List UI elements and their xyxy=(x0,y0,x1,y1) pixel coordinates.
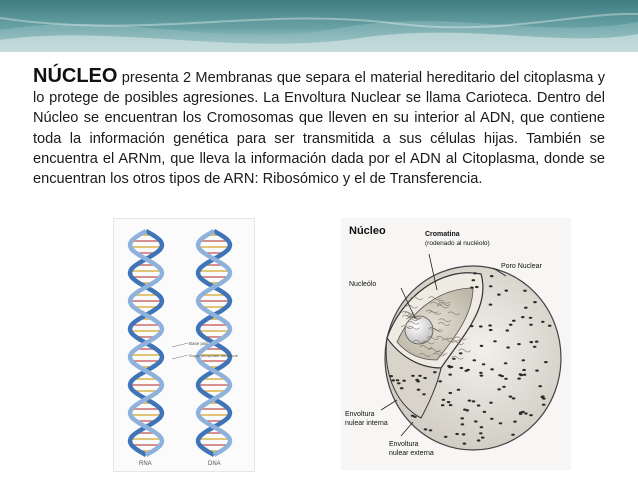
pore-dot xyxy=(416,380,420,382)
pore-dot xyxy=(489,329,493,331)
header-band xyxy=(0,0,638,52)
pore-dot xyxy=(474,420,478,422)
pore-dot xyxy=(505,290,509,292)
pore-dot xyxy=(493,340,497,342)
cromatina-note-label: (rodenado al nucléolo) xyxy=(425,240,490,247)
pore-dot xyxy=(480,426,484,428)
pore-dot xyxy=(523,290,527,292)
pore-dot xyxy=(523,374,527,376)
pore-dot xyxy=(524,412,528,414)
nucleo-paragraph xyxy=(33,66,605,189)
pore-dot xyxy=(482,363,486,365)
nucleus-drawing xyxy=(341,218,571,470)
pore-dot xyxy=(512,397,516,399)
pore-dot xyxy=(535,341,539,343)
envoltura-externa-label-2: nulear externa xyxy=(389,450,434,457)
pore-dot xyxy=(391,379,395,381)
pore-dot xyxy=(455,433,459,435)
pore-dot xyxy=(499,422,503,424)
pore-dot xyxy=(530,341,534,343)
pore-dot xyxy=(479,325,483,327)
pore-dot xyxy=(459,352,463,354)
pore-dot xyxy=(452,358,456,360)
dna-label: DNA xyxy=(208,461,221,467)
pore-dot xyxy=(498,374,502,376)
pore-dot xyxy=(457,389,461,391)
pore-dot xyxy=(504,378,508,380)
pore-dot xyxy=(396,379,400,381)
double-helix-drawing xyxy=(114,219,254,471)
pore-dot xyxy=(522,369,526,371)
pore-dot xyxy=(449,404,453,406)
pore-dot xyxy=(423,377,427,379)
header-wave-decoration xyxy=(0,0,638,52)
pore-dot xyxy=(497,294,501,296)
pore-dot xyxy=(418,375,422,377)
pore-dot xyxy=(429,429,433,431)
pore-dot xyxy=(517,378,521,380)
base-pair-label: Base pair xyxy=(189,341,209,346)
pore-dot xyxy=(422,393,426,395)
pore-dot xyxy=(473,272,477,274)
rna-helix xyxy=(130,231,162,455)
nucleolus xyxy=(405,316,433,344)
pore-dot xyxy=(511,434,515,436)
pore-dot xyxy=(481,437,485,439)
pore-dot xyxy=(513,421,517,423)
pore-dot xyxy=(472,400,476,402)
pore-dot xyxy=(397,382,401,384)
pore-dot xyxy=(473,359,477,361)
backbone-label: Sugar phosphate backbone xyxy=(189,353,238,358)
pore-dot xyxy=(460,417,464,419)
pore-dot xyxy=(463,409,467,411)
pore-dot xyxy=(460,367,464,369)
pore-dot xyxy=(490,418,494,420)
pore-dot xyxy=(535,370,539,372)
pore-dot xyxy=(442,399,446,401)
pore-dot xyxy=(519,412,523,414)
pore-dot xyxy=(483,411,487,413)
pore-dot xyxy=(529,414,533,416)
pore-dot xyxy=(504,362,508,364)
pore-dot xyxy=(521,316,525,318)
pore-dot xyxy=(497,388,501,390)
pore-dot xyxy=(461,423,465,425)
pore-dot xyxy=(400,387,404,389)
envoltura-externa-label-1: Envoltura xyxy=(389,441,419,448)
pore-dot xyxy=(542,404,546,406)
pore-dot xyxy=(538,385,542,387)
pore-dot xyxy=(522,359,526,361)
pore-dot xyxy=(463,443,467,445)
pore-dot xyxy=(480,345,484,347)
pore-dot xyxy=(490,368,494,370)
pore-dot xyxy=(470,325,474,327)
pore-dot xyxy=(502,386,506,388)
pore-dot xyxy=(477,404,481,406)
pore-dot xyxy=(533,301,537,303)
pore-dot xyxy=(389,375,393,377)
pore-dot xyxy=(533,346,537,348)
pore-dot xyxy=(509,324,513,326)
pore-dot xyxy=(479,372,483,374)
nucleus-figure-title: Núcleo xyxy=(349,225,386,237)
pore-dot xyxy=(464,370,468,372)
pore-dot xyxy=(529,317,533,319)
envoltura-interna-label-1: Envoltura xyxy=(345,411,375,418)
pore-dot xyxy=(417,389,421,391)
pore-dot xyxy=(489,304,493,306)
nucleo-description: presenta 2 Membranas que separa el material hereditario del citoplasma y lo protege de posibles agresiones. La Envoltura Nuclear se llama Carioteca. Dentro del Núcleo se encuentran los Cromosomas que lleven en su interior al ADN, que contiene toda la información genética para ser transmitida a sus células hijas. También se encuentra el ARNm, que lleva la información dada por el ADN al Citoplasma, donde se encuentran los otros tipos de ARN: Ribosómico y el de Transferencia. xyxy=(33,70,605,188)
pore-dot xyxy=(470,287,474,289)
pore-dot xyxy=(512,320,516,322)
pore-dot xyxy=(541,395,545,397)
pore-dot xyxy=(477,439,481,441)
pore-dot xyxy=(433,371,437,373)
pore-dot xyxy=(441,404,445,406)
cromatina-label: Cromatina xyxy=(425,231,460,238)
pore-dot xyxy=(480,375,484,377)
pore-dot xyxy=(509,396,513,398)
pore-dot xyxy=(479,432,483,434)
nucleolo-label: Nucleólo xyxy=(349,281,377,288)
pore-dot xyxy=(402,380,406,382)
pore-dot xyxy=(488,324,492,326)
pore-dot xyxy=(524,307,528,309)
pore-dot xyxy=(438,380,442,382)
pore-dot xyxy=(448,366,452,368)
pore-dot xyxy=(462,433,466,435)
nucleus-illustration xyxy=(341,218,571,470)
pore-dot xyxy=(506,329,510,331)
pore-dot xyxy=(413,416,417,418)
pore-dot xyxy=(447,401,451,403)
pore-dot xyxy=(489,285,493,287)
pore-dot xyxy=(472,279,476,281)
pore-dot xyxy=(411,375,415,377)
nucleo-heading: NÚCLEO xyxy=(33,65,118,87)
pore-dot xyxy=(541,321,545,323)
pore-dot xyxy=(475,286,479,288)
pore-dot xyxy=(448,374,452,376)
pore-dot xyxy=(519,373,523,375)
pore-dot xyxy=(489,402,493,404)
pore-dot xyxy=(424,428,428,430)
pore-dot xyxy=(544,361,548,363)
pore-dot xyxy=(444,436,448,438)
envoltura-interna-label-2: nulear interna xyxy=(345,420,388,427)
poro-nuclear-label: Poro Nuclear xyxy=(501,263,542,270)
rna-label: RNA xyxy=(139,461,152,467)
pore-dot xyxy=(548,325,552,327)
pore-dot xyxy=(449,392,453,394)
pore-dot xyxy=(468,400,472,402)
dna-rna-illustration xyxy=(113,218,255,472)
pore-dot xyxy=(529,324,533,326)
pore-dot xyxy=(506,346,510,348)
pore-dot xyxy=(542,398,546,400)
pore-dot xyxy=(517,343,521,345)
pore-dot xyxy=(490,275,494,277)
